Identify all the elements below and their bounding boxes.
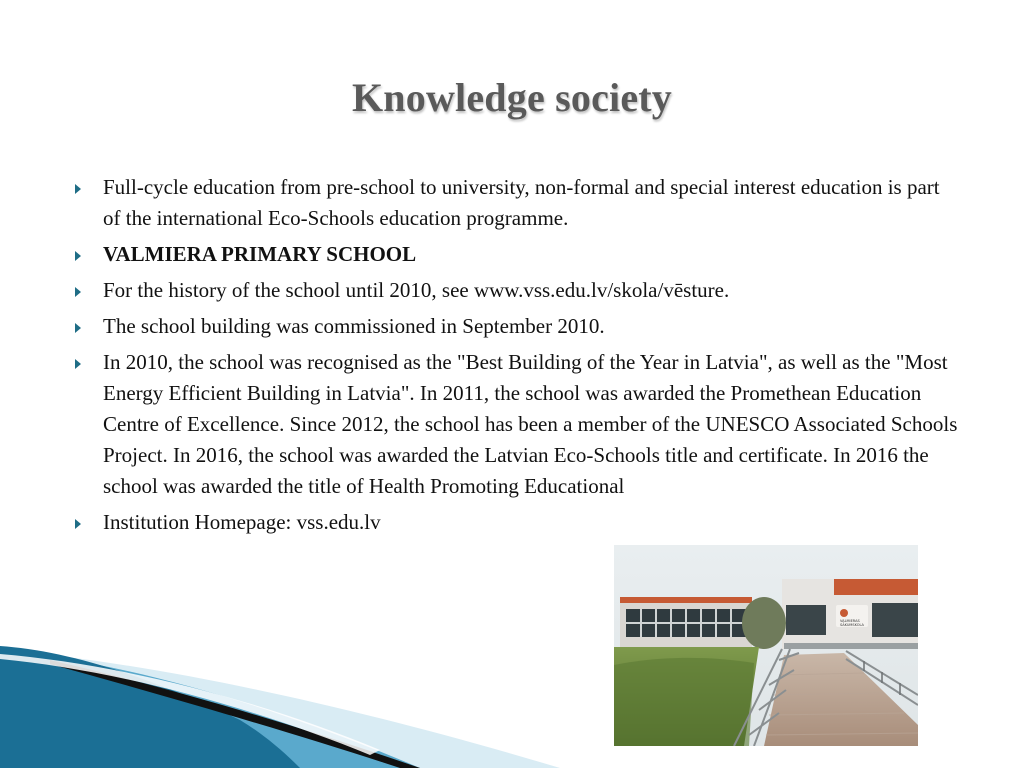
- bullet-text: For the history of the school until 2010, see www.vss.edu.lv/skola/vēsture.: [103, 278, 730, 302]
- sign-text-line1: VALMIERAS: [840, 619, 860, 623]
- bullet-item: [72, 311, 962, 342]
- bullet-text: Institution Homepage: vss.edu.lv: [103, 510, 381, 534]
- bullet-arrow-icon: [75, 359, 81, 369]
- bullet-item: [72, 275, 962, 306]
- bullet-text: Full-cycle education from pre-school to university, non-formal and special interest education is part of the international Eco-Schools education programme.: [103, 175, 940, 230]
- wave-white-stroke: [0, 654, 380, 755]
- school-photo-illustration: [614, 545, 918, 746]
- bullet-arrow-icon: [75, 519, 81, 529]
- sign-text-line2: SĀKUMSKOLA: [840, 623, 864, 627]
- wave-mid-band: [0, 650, 420, 768]
- bullet-text: The school building was commissioned in September 2010.: [103, 314, 605, 338]
- bullet-arrow-icon: [75, 323, 81, 333]
- school-building-photo: [614, 545, 918, 746]
- bullet-item: [72, 172, 962, 234]
- wave-dark-band: [0, 646, 300, 768]
- slide-title: Knowledge society: [351, 75, 673, 120]
- bullet-list: [72, 172, 962, 543]
- bullet-item: [72, 239, 962, 270]
- bullet-text: In 2010, the school was recognised as the "Best Building of the Year in Latvia", as well as the "Most Energy Efficient Building in Latvia". In 2011, the school was awarded the Promethean Education Centre of Excellence. Since 2012, the school has been a member of the UNESCO Associated Schools Project. In 2016, the school was awarded the Latvian Eco-Schools title and certificate. In 2016 the school was awarded the title of Health Promoting Educational: [103, 350, 958, 498]
- bullet-arrow-icon: [75, 184, 81, 194]
- bullet-item: [72, 507, 962, 538]
- bullet-arrow-icon: [75, 287, 81, 297]
- wave-light-band: [0, 650, 560, 768]
- wave-black-stroke: [50, 660, 420, 768]
- bullet-item: [72, 347, 962, 502]
- bullet-text-school-name: VALMIERA PRIMARY SCHOOL: [103, 242, 417, 266]
- bullet-arrow-icon: [75, 251, 81, 261]
